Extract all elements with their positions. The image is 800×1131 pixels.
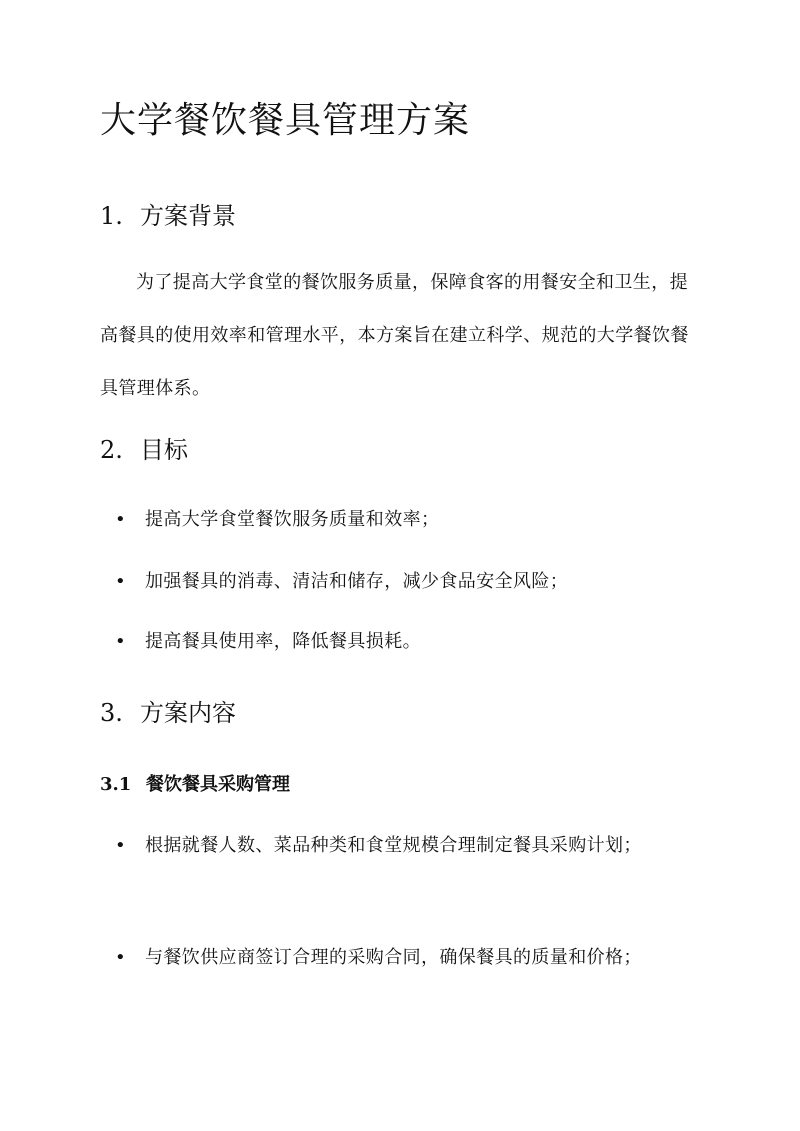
subsection-3-1-heading [100,770,290,796]
section-number: 3. [100,699,123,727]
bullet-icon: • [115,571,126,592]
section-1-heading [100,196,236,231]
list-item [100,556,700,608]
list-item-text: 加强餐具的消毒、清洁和储存，减少食品安全风险； [145,571,569,592]
list-item [100,932,700,984]
document-title: 大学餐饮餐具管理方案 [100,100,471,141]
list-item [100,616,700,668]
list-item-text: 根据就餐人数、菜品种类和食堂规模合理制定餐具采购计划； [145,835,642,856]
bullet-icon: • [115,631,126,652]
bullet-icon: • [115,509,126,530]
section-title: 目标 [140,436,188,464]
section-title: 方案内容 [140,699,236,727]
list-item [100,820,700,872]
list-item [100,494,700,546]
subsection-title: 餐饮餐具采购管理 [146,774,290,795]
list-item-text: 提高大学食堂餐饮服务质量和效率； [145,509,440,530]
section-title: 方案背景 [140,202,236,230]
bullet-icon: • [115,947,126,968]
list-item-text: 提高餐具使用率，降低餐具损耗。 [145,631,421,652]
section-number: 2. [100,436,123,464]
section-1-paragraph: 为了提高大学食堂的餐饮服务质量，保障食客的用餐安全和卫生，提高餐具的使用效率和管理水平，本方案旨在建立科学、规范的大学餐饮餐具管理体系。 [100,272,689,399]
bullet-icon: • [115,835,126,856]
section-2-heading [100,430,188,465]
subsection-number: 3.1 [100,774,132,795]
list-item-text: 与餐饮供应商签订合理的采购合同，确保餐具的质量和价格； [145,947,642,968]
section-3-heading [100,693,236,728]
section-number: 1. [100,202,123,230]
